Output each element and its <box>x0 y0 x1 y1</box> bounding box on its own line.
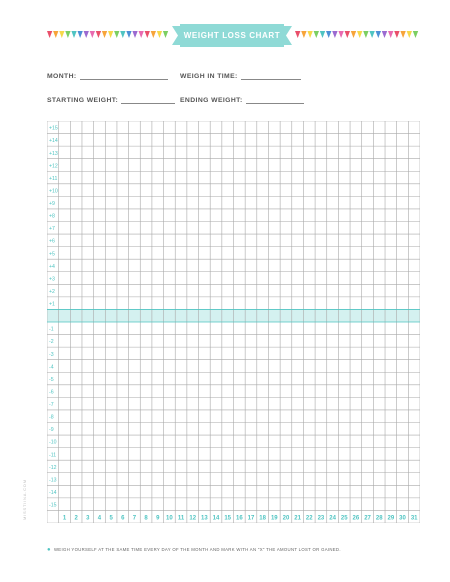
bunting-flag <box>407 31 412 38</box>
bunting-flag <box>157 31 162 38</box>
y-axis-label: +13 <box>49 150 58 157</box>
y-axis-label: +1 <box>49 301 55 308</box>
bunting-flag <box>163 31 168 38</box>
y-axis-label: -7 <box>49 402 54 409</box>
day-label: 23 <box>317 515 325 522</box>
bunting-flag <box>363 31 368 38</box>
y-axis-label: +10 <box>49 188 58 195</box>
day-label: 4 <box>97 515 102 522</box>
bunting-flag <box>84 31 89 38</box>
y-axis-label: -14 <box>49 489 57 496</box>
y-axis-label: +9 <box>49 201 55 208</box>
y-axis-label: +4 <box>49 263 55 270</box>
bunting-flag <box>295 31 300 38</box>
day-label: 28 <box>375 515 383 522</box>
y-axis-label: +5 <box>49 251 55 258</box>
bunting-flag <box>369 31 374 38</box>
y-axis-label: +11 <box>49 175 58 182</box>
day-label: 22 <box>305 515 313 522</box>
y-axis-label: -1 <box>49 326 54 333</box>
y-axis-label: +15 <box>49 125 58 132</box>
y-axis-label: -8 <box>49 414 54 421</box>
site-credit: MISSTIINA.COM <box>22 479 27 520</box>
bunting-flag <box>151 31 156 38</box>
y-axis-label: +2 <box>49 288 55 295</box>
day-label: 7 <box>132 515 137 522</box>
bunting-flag <box>400 31 405 38</box>
bunting-flag <box>96 31 101 38</box>
day-label: 9 <box>156 515 160 522</box>
day-label: 3 <box>86 515 90 522</box>
ending-weight-field <box>180 96 304 104</box>
bunting-flag <box>108 31 113 38</box>
bunting-flag <box>332 31 337 38</box>
bunting-right <box>295 31 419 38</box>
y-axis-label: -11 <box>49 452 57 459</box>
y-axis-label: +14 <box>49 138 58 145</box>
bunting-flag <box>357 31 362 38</box>
bullet-icon: ● <box>47 547 51 553</box>
starting-weight-line[interactable] <box>121 96 175 104</box>
day-label: 10 <box>166 515 173 522</box>
starting-weight-label: STARTING WEIGHT: <box>47 97 119 104</box>
bunting-left <box>47 31 169 38</box>
bunting-flag <box>301 31 306 38</box>
bunting-flag <box>388 31 393 38</box>
footnote <box>47 547 341 553</box>
day-label: 21 <box>294 515 301 522</box>
bunting-flag <box>53 31 58 38</box>
day-label: 11 <box>177 515 185 522</box>
y-axis-label: +3 <box>49 276 55 283</box>
weigh-in-time-line[interactable] <box>241 72 301 80</box>
bunting-flag <box>65 31 70 38</box>
bunting-flag <box>90 31 95 38</box>
day-label: 15 <box>224 515 232 522</box>
bunting-flag <box>394 31 399 38</box>
bunting-flag <box>102 31 107 38</box>
bunting-flag <box>413 31 418 38</box>
bunting-flag <box>71 31 76 38</box>
month-line[interactable] <box>80 72 168 80</box>
weigh-in-time-label: WEIGH IN TIME: <box>180 73 238 80</box>
day-label: 16 <box>235 515 243 522</box>
day-label: 26 <box>352 515 360 522</box>
y-axis-label: -15 <box>49 502 57 509</box>
day-label: 13 <box>201 515 208 522</box>
ending-weight-line[interactable] <box>246 96 304 104</box>
y-axis-label: -3 <box>49 351 54 358</box>
bunting-flag <box>326 31 331 38</box>
bunting-flag <box>376 31 381 38</box>
y-axis-label: -12 <box>49 464 57 471</box>
ending-weight-label: ENDING WEIGHT: <box>180 97 243 104</box>
bunting-flag <box>382 31 387 38</box>
day-label: 2 <box>74 515 78 522</box>
y-axis-label: -4 <box>49 364 54 371</box>
day-label: 17 <box>247 515 255 522</box>
day-label: 31 <box>410 515 418 522</box>
bunting-flag <box>145 31 150 38</box>
bunting-flag <box>126 31 131 38</box>
y-axis-label: -6 <box>49 389 54 396</box>
bunting-flag <box>120 31 125 38</box>
y-axis-label: -10 <box>49 439 57 446</box>
bunting-flag <box>307 31 312 38</box>
y-axis-label: +6 <box>49 238 55 245</box>
month-field <box>47 72 168 80</box>
day-label: 30 <box>399 515 406 522</box>
y-axis-label: -9 <box>49 427 54 434</box>
day-label: 29 <box>387 515 395 522</box>
bunting-flag <box>351 31 356 38</box>
day-label: 19 <box>270 515 278 522</box>
day-label: 18 <box>259 515 266 522</box>
weight-chart-grid[interactable] <box>47 121 420 523</box>
y-axis-label: -5 <box>49 376 54 383</box>
starting-weight-field <box>47 96 175 104</box>
y-axis-label: +7 <box>49 226 55 233</box>
day-label: 12 <box>189 515 197 522</box>
day-label: 20 <box>282 515 290 522</box>
title-ribbon <box>172 24 292 47</box>
bunting-flag <box>78 31 83 38</box>
month-label: MONTH: <box>47 73 77 80</box>
bunting-flag <box>114 31 119 38</box>
footnote-text: WEIGH YOURSELF AT THE SAME TIME EVERY DAY OF THE MONTH AND MARK WITH AN "X" THE AMOUNT LOST OR GAINED. <box>53 547 341 552</box>
bunting-flag <box>139 31 144 38</box>
bunting-flag <box>59 31 64 38</box>
day-label: 25 <box>340 515 348 522</box>
bunting-flag <box>132 31 137 38</box>
day-label: 27 <box>364 515 371 522</box>
day-label: 8 <box>144 515 148 522</box>
y-axis-label: +12 <box>49 163 58 170</box>
bunting-flag <box>338 31 343 38</box>
y-axis-label: +8 <box>49 213 55 220</box>
y-axis-label: -2 <box>49 339 54 346</box>
bunting-flag <box>320 31 325 38</box>
day-label: 5 <box>109 515 113 522</box>
day-label: 6 <box>121 515 125 522</box>
bunting-flag <box>345 31 350 38</box>
bunting-flag <box>47 31 52 38</box>
weigh-in-time-field <box>180 72 301 80</box>
day-label: 1 <box>62 515 67 522</box>
day-label: 24 <box>329 515 336 522</box>
page-title: WEIGHT LOSS CHART <box>183 31 281 40</box>
day-label: 14 <box>212 515 220 522</box>
y-axis-label: -13 <box>49 477 57 484</box>
bunting-flag <box>314 31 319 38</box>
